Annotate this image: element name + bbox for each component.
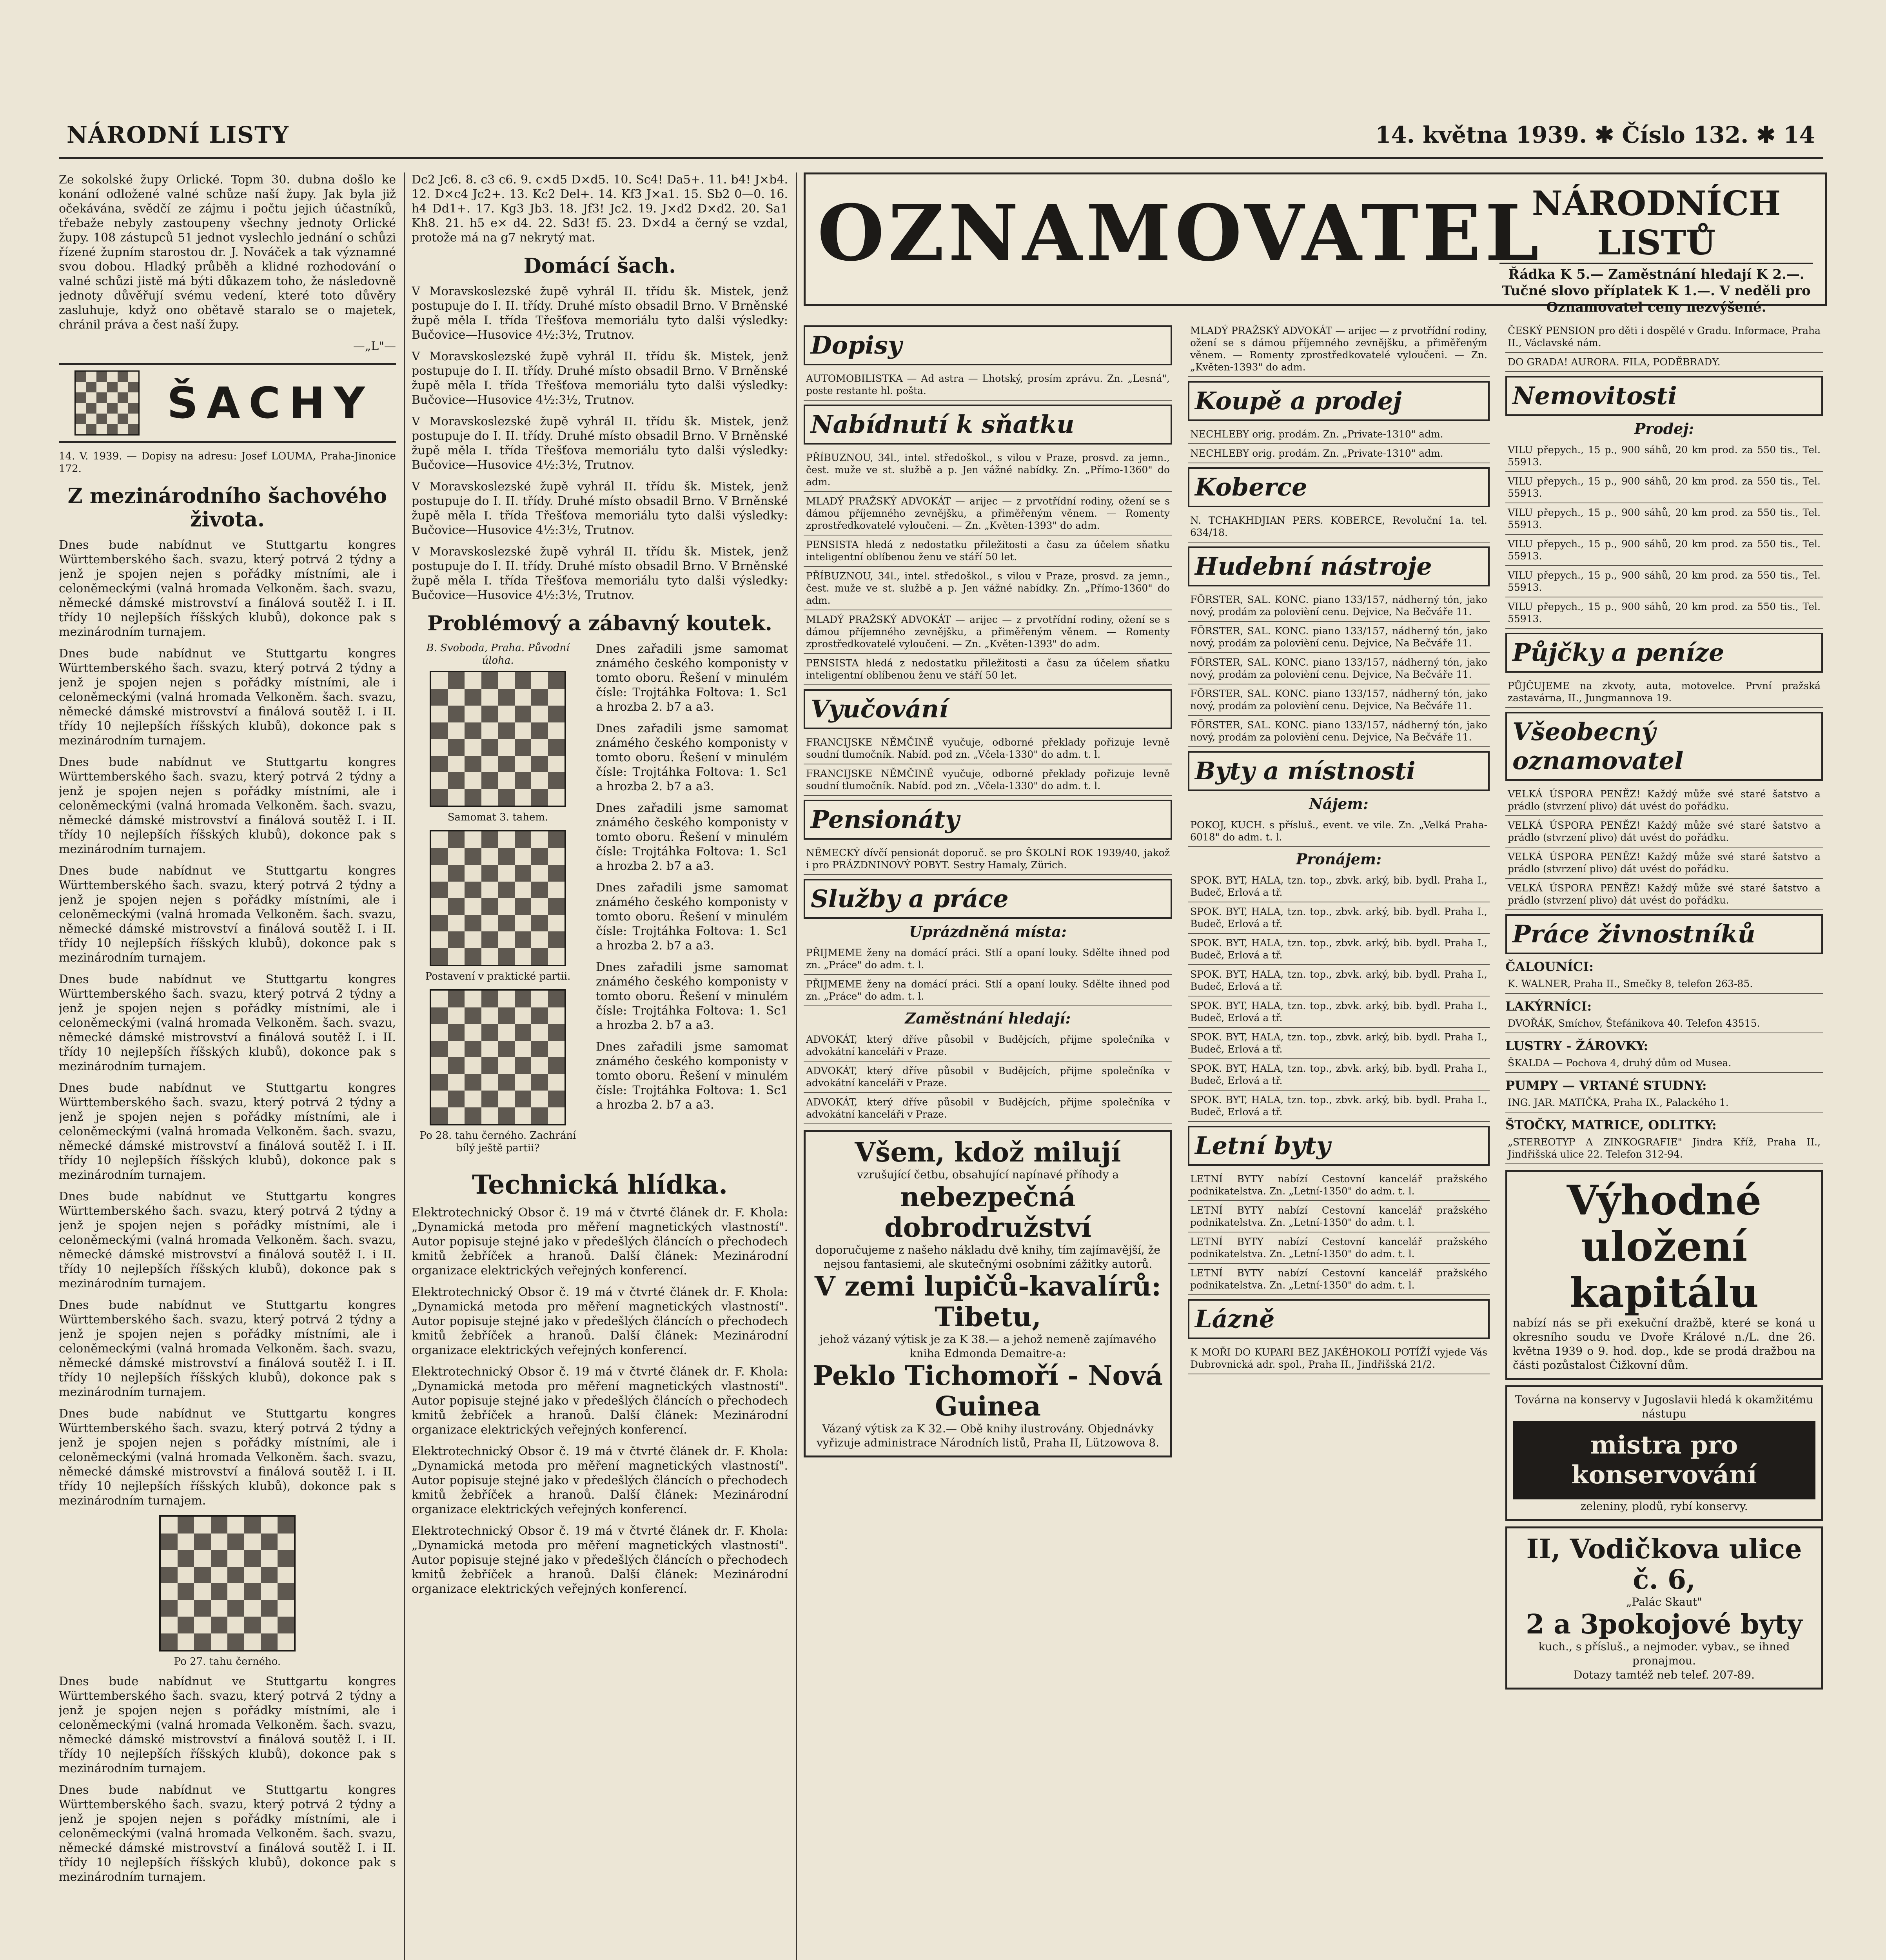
- subsection-prodej: Prodej:: [1634, 420, 1694, 437]
- technicka-article: Elektrotechnický Obsor č. 19 má v čtvrté článek dr. F. Khola: „Dynamická metoda pro měření magnetických vlastností". Autor popisuje stejné jako v předešlých článcích o přechodech kmitů žebříček a hranoů. Další článek: Mezinárodní organizace elektrických veřejných konferencí.: [412, 1206, 788, 1278]
- sachy-article-cont: Dnes bude nabídnut ve Stuttgartu kongres Württemberského šach. svazu, který potrvá 2 týdny a jenž je spojen nejen s pořádky místními, ale i celoněmeckými (valná hromada Velkoněm. šach. svazu, německé dámské mistrovství a finálová soutěž I. i II. třídy 10 nejlepších říšských klubů), dokonce pak s mezinárodním turnajem.: [59, 647, 396, 748]
- vyhodne-text: nabízí nás se při exekuční dražbě, které se koná u okresního soudu ve Dvoře Králové n./L. dne 26. května 1939 o 9. hod. dop., kde se prodá dražbou na části pozůstalost Čižkovní dům.: [1513, 1316, 1815, 1372]
- page-header: [59, 114, 1823, 159]
- mistra-line3: zeleniny, plodů, rybí konservy.: [1580, 1500, 1748, 1513]
- sachy-article-cont: Dnes bude nabídnut ve Stuttgartu kongres Württemberského šach. svazu, který potrvá 2 týdny a jenž je spojen nejen s pořádky místními, ale i celoněmeckými (valná hromada Velkoněm. šach. svazu, německé dámské mistrovství a finálová soutěž I. i II. třídy 10 nejlepších říšských klubů), dokonce pak s mezinárodním turnajem.: [59, 1190, 396, 1290]
- lustry-heading: LUSTRY - ŽÁROVKY:: [1505, 1038, 1648, 1053]
- ad-entry: FRANCIJSKE NĚMČINĚ vyučuje, odborné překlady pořizuje levně soudní tlumočník. Nabíd. pod zn. „Včela-1330" do adm. t. l.: [804, 764, 1172, 796]
- section-sluzby: Služby a práce: [804, 879, 1172, 919]
- section-byty: Byty a místnosti: [1188, 751, 1490, 791]
- book-advertisement: [804, 1130, 1172, 1457]
- section-prace: Práce živnostníků: [1505, 914, 1823, 954]
- section-pujcky: Půjčky a peníze: [1505, 633, 1823, 673]
- chess-diagram: [159, 1515, 296, 1651]
- mistra-line1: Továrna na konservy v Jugoslavii hledá k okamžitému nástupu: [1515, 1393, 1813, 1420]
- diagram-caption: Postavení v praktické partii.: [425, 971, 571, 982]
- sachy-section-header: [59, 363, 396, 443]
- tibet-heading: V zemi lupičů-kavalírů: Tibetu,: [814, 1271, 1162, 1333]
- ad-entry: VILU přepych., 15 p., 900 sáhů, 20 km prod. za 550 tis., Tel. 55913.: [1505, 566, 1823, 597]
- subsection-zamestnani: Zaměstnání hledají:: [905, 1009, 1071, 1027]
- chess-diagram: [430, 671, 566, 807]
- ad-entry: PŘÍBUZNOU, 34l., intel. středoškol., s vilou v Praze, prosvd. za jemn., čest. muže ve st. službě a p. Jen vážné nabídky. Zn. „Přímo-1360" do adm.: [804, 567, 1172, 610]
- ad-entry: POKOJ, KUCH. s přísluš., event. ve vile. Zn. „Velká Praha-6018" do adm. t. l.: [1188, 816, 1490, 847]
- vsem-text: vzrušující četbu, obsahující napínavé příhody a: [857, 1168, 1119, 1181]
- ad-entry: SPOK. BYT, HALA, tzn. top., zbvk. arký, bib. bydl. Praha I., Budeč, Erlová a tř.: [1188, 1028, 1490, 1059]
- guinea-text: Vázaný výtisk za K 32.— Obě knihy ilustrovány. Objednávky vyřizuje administrace Národních listů, Praha II, Lützowova 8.: [816, 1422, 1160, 1449]
- tibet-text: jehož vázaný výtisk je za K 38.— a jehož nemeně zajímavého kniha Edmonda Demaitre-a:: [819, 1333, 1156, 1360]
- sachy-article-cont: Dnes bude nabídnut ve Stuttgartu kongres Württemberského šach. svazu, který potrvá 2 týdny a jenž je spojen nejen s pořádky místními, ale i celoněmeckými (valná hromada Velkoněm. šach. svazu, německé dámské mistrovství a finálová soutěž I. i II. třídy 10 nejlepších říšských klubů), dokonce pak s mezinárodním turnajem.: [59, 1783, 396, 1884]
- calounici-heading: ČALOUNÍCI:: [1505, 959, 1594, 974]
- ad-entry: SPOK. BYT, HALA, tzn. top., zbvk. arký, bib. bydl. Praha I., Budeč, Erlová a tř.: [1188, 871, 1490, 902]
- chess-diagram: [430, 989, 566, 1125]
- vsem-text2: doporučujeme z našeho nákladu dvě knihy, tím zajímavější, že nejsou fantasiemi, ale skutečnými osobními zážitky autorů.: [815, 1243, 1160, 1270]
- ad-entry: K. WALNER, Praha II., Smečky 8, telefon 263-85.: [1505, 975, 1823, 994]
- ad-entry: VILU přepych., 15 p., 900 sáhů, 20 km prod. za 550 tis., Tel. 55913.: [1505, 597, 1823, 629]
- sachy-date: 14. V. 1939. — Dopisy na adresu: Josef LOUMA, Praha-Jinonice 172.: [59, 450, 396, 475]
- newspaper-page: [59, 47, 1823, 1960]
- problem-text: Dnes zařadili jsme samomat známého českého komponisty v tomto oboru. Řešení v minulém čísle: Trojtáhka Foltova: 1. Sc1 a hrozba 2. b7 a a3.: [596, 642, 788, 714]
- section-dopisy: Dopisy: [804, 325, 1172, 365]
- ad-entry: VELKÁ ÚSPORA PENĚZ! Každý může své staré šatstvo a prádlo (stvrzení plivo) dát uvést do pořádku.: [1505, 879, 1823, 910]
- ad-entry: PŘIJMEME ženy na domácí práci. Stlí a opaní louky. Sdělte ihned pod zn. „Práce" do adm. t. l.: [804, 944, 1172, 975]
- domaci-article: V Moravskoslezské župě vyhrál II. třídu šk. Mistek, jenž postupuje do I. II. třídy. Druhé místo obsadil Brno. V Brněnské župě měla I. třída Třešťova memoriálu tyto dalši výsledky: Bučovice—Husovice 4½:3½, Trutnov.: [412, 285, 788, 342]
- vodickova-line1: II, Vodičkova ulice č. 6,: [1526, 1534, 1802, 1595]
- ad-entry: SPOK. BYT, HALA, tzn. top., zbvk. arký, bib. bydl. Praha I., Budeč, Erlová a tř.: [1188, 965, 1490, 996]
- problem-text-cont: Dnes zařadili jsme samomat známého českého komponisty v tomto oboru. Řešení v minulém čísle: Trojtáhka Foltova: 1. Sc1 a hrozba 2. b7 a a3.: [596, 722, 788, 793]
- mistra-banner: [1513, 1421, 1815, 1499]
- technicka-article-cont: Elektrotechnický Obsor č. 19 má v čtvrté článek dr. F. Khola: „Dynamická metoda pro měření magnetických vlastností". Autor popisuje stejné jako v předešlých článcích o přechodech kmitů žebříček a hranoů. Další článek: Mezinárodní organizace elektrických veřejných konferencí.: [412, 1365, 788, 1437]
- ad-entry: FÖRSTER, SAL. KONC. piano 133/157, nádherný tón, jako nový, prodám za polovièní cenu. Dejvice, Na Bečváře 11.: [1188, 716, 1490, 747]
- ad-entry: FÖRSTER, SAL. KONC. piano 133/157, nádherný tón, jako nový, prodám za polovièní cenu. Dejvice, Na Bečváře 11.: [1188, 590, 1490, 622]
- section-vseobecny: Všeobecný oznamovatel: [1505, 712, 1823, 781]
- ad-entry: PŮJČUJEME na zkvoty, auta, motovelce. První pražská zastavárna, II., Jungmannova 19.: [1505, 677, 1823, 708]
- ad-entry: SPOK. BYT, HALA, tzn. top., zbvk. arký, bib. bydl. Praha I., Budeč, Erlová a tř.: [1188, 934, 1490, 965]
- section-lazne: Lázně: [1188, 1299, 1490, 1339]
- vyhodne-line2: kapitálu: [1569, 1269, 1759, 1317]
- vodickova-line2: 2 a 3pokojové byty: [1526, 1609, 1803, 1640]
- section-letni: Letní byty: [1188, 1126, 1490, 1166]
- ad-entry: K MOŘI DO KUPARI BEZ JAKÉHOKOLI POTÍŽÍ vyjede Vás Dubrovnická adr. spol., Praha II., Jindřišská 21/2.: [1188, 1343, 1490, 1374]
- lakyrnici-heading: LAKÝRNÍCI:: [1505, 999, 1592, 1014]
- diagram-caption: Po 27. tahu černého.: [174, 1656, 281, 1668]
- section-vyucovani: Vyučování: [804, 689, 1172, 729]
- section-koupe: Koupě a prodej: [1188, 381, 1490, 421]
- sachy-heading: Z mezinárodního šachového života.: [67, 484, 387, 532]
- ad-entry: VELKÁ ÚSPORA PENĚZ! Každý může své staré šatstvo a prádlo (stvrzení plivo) dát uvést do pořádku.: [1505, 848, 1823, 879]
- domaci-heading: Domácí šach.: [523, 254, 676, 278]
- problem-block: [412, 642, 788, 1161]
- column-5: [1505, 321, 1823, 1960]
- ad-entry: VELKÁ ÚSPORA PENĚZ! Každý může své staré šatstvo a prádlo (stvrzení plivo) dát uvést do pořádku.: [1505, 816, 1823, 848]
- ad-entry: MLADÝ PRAŽSKÝ ADVOKÁT — arijec — z prvotřídní rodiny, ožení se s dámou příjemného zevnějšku, a přiměřeným věnem. — Romenty zprostředkovatelé vyloučeni. — Zn. „Květen-1393" do adm.: [1188, 321, 1490, 377]
- section-kobrece: Koberce: [1188, 467, 1490, 507]
- problem-text-cont: Dnes zařadili jsme samomat známého českého komponisty v tomto oboru. Řešení v minulém čísle: Trojtáhka Foltova: 1. Sc1 a hrozba 2. b7 a a3.: [596, 881, 788, 953]
- sachy-article-cont: Dnes bude nabídnut ve Stuttgartu kongres Württemberského šach. svazu, který potrvá 2 týdny a jenž je spojen nejen s pořádky místními, ale i celoněmeckými (valná hromada Velkoněm. šach. svazu, německé dámské mistrovství a finálová soutěž I. i II. třídy 10 nejlepších říšských klubů), dokonce pak s mezinárodním turnajem.: [59, 1675, 396, 1775]
- section-nabidnuti: Nabídnutí k sňatku: [804, 405, 1172, 445]
- ad-entry: ADVOKÁT, který dříve působil v Budějcích, přijme společníka v advokátní kanceláři v Praze.: [804, 1030, 1172, 1062]
- paper-name: NÁRODNÍ LISTY: [67, 122, 289, 148]
- mistra-line2: mistra pro konservování: [1571, 1430, 1757, 1490]
- problem-text-cont: Dnes zařadili jsme samomat známého českého komponisty v tomto oboru. Řešení v minulém čísle: Trojtáhka Foltova: 1. Sc1 a hrozba 2. b7 a a3.: [596, 801, 788, 873]
- ad-entry: ADVOKÁT, který dříve působil v Budějcích, přijme společníka v advokátní kanceláři v Praze.: [804, 1093, 1172, 1124]
- mistra-ad: [1505, 1385, 1823, 1521]
- sachy-article-cont: Dnes bude nabídnut ve Stuttgartu kongres Württemberského šach. svazu, který potrvá 2 týdny a jenž je spojen nejen s pořádky místními, ale i celoněmeckými (valná hromada Velkoněm. šach. svazu, německé dámské mistrovství a finálová soutěž I. i II. třídy 10 nejlepších říšských klubů), dokonce pak s mezinárodním turnajem.: [59, 864, 396, 965]
- ad-entry: SPOK. BYT, HALA, tzn. top., zbvk. arký, bib. bydl. Praha I., Budeč, Erlová a tř.: [1188, 902, 1490, 934]
- ad-entry: PŘÍBUZNOU, 34l., intel. středoškol., s vilou v Praze, prosvd. za jemn., čest. muže ve st. službě a p. Jen vážné nabídky. Zn. „Přímo-1360" do adm.: [804, 448, 1172, 492]
- sachy-article-cont: Dnes bude nabídnut ve Stuttgartu kongres Württemberského šach. svazu, který potrvá 2 týdny a jenž je spojen nejen s pořádky místními, ale i celoněmeckými (valná hromada Velkoněm. šach. svazu, německé dámské mistrovství a finálová soutěž I. i II. třídy 10 nejlepších říšských klubů), dokonce pak s mezinárodním turnajem.: [59, 1407, 396, 1508]
- problem-text-cont: Dnes zařadili jsme samomat známého českého komponisty v tomto oboru. Řešení v minulém čísle: Trojtáhka Foltova: 1. Sc1 a hrozba 2. b7 a a3.: [596, 1040, 788, 1112]
- ad-entry: FRANCIJSKE NĚMČINĚ vyučuje, odborné překlady pořizuje levně soudní tlumočník. Nabíd. pod zn. „Včela-1330" do adm. t. l.: [804, 733, 1172, 764]
- section-hudebni: Hudební nástroje: [1188, 546, 1490, 586]
- column-rule: [796, 172, 797, 1960]
- domaci-article-cont: V Moravskoslezské župě vyhrál II. třídu šk. Mistek, jenž postupuje do I. II. třídy. Druhé místo obsadil Brno. V Brněnské župě měla I. třída Třešťova memoriálu tyto dalši výsledky: Bučovice—Husovice 4½:3½, Trutnov.: [412, 480, 788, 537]
- ad-entry: PENSISTA hledá z nedostatku přiležitosti a času za účelem sňatku inteligentní oblíbenou ženu ve stáří 50 let.: [804, 535, 1172, 567]
- ad-entry: LETNÍ BYTY nabízí Cestovní kancelář pražského podnikatelstva. Zn. „Letní-1350" do adm. t. l.: [1188, 1232, 1490, 1264]
- ad-entry: FÖRSTER, SAL. KONC. piano 133/157, nádherný tón, jako nový, prodám za polovièní cenu. Dejvice, Na Bečváře 11.: [1188, 684, 1490, 716]
- oznamovatel-banner: [804, 172, 1827, 315]
- ad-entry: NĚMECKÝ dívčí pensionát doporuč. se pro ŠKOLNÍ ROK 1939/40, jakož i pro PRÁZDNINOVÝ POBYT. Sestry Hamaly, Zürich.: [804, 844, 1172, 875]
- ad-entry: VILU přepych., 15 p., 900 sáhů, 20 km prod. za 550 tis., Tel. 55913.: [1505, 503, 1823, 535]
- chess-board-icon: [74, 370, 140, 436]
- ad-entry: DO GRADA! AURORA. FILA, PODĚBRADY.: [1505, 353, 1823, 372]
- banner-rates: Řádka K 5.— Zaměstnání hledají K 2.—. Tučné slovo příplatek K 1.—. V neděli pro Oznamovatel ceny nezvýšené.: [1499, 263, 1813, 316]
- subsection-uprazdnena: Uprázdněná místa:: [909, 923, 1067, 940]
- nebezpecna-heading: nebezpečná dobrodružství: [884, 1181, 1092, 1243]
- ad-entry: FÖRSTER, SAL. KONC. piano 133/157, nádherný tón, jako nový, prodám za polovièní cenu. Dejvice, Na Bečváře 11.: [1188, 653, 1490, 684]
- technicka-heading: Technická hlídka.: [472, 1169, 728, 1200]
- ad-entry: ADVOKÁT, který dříve působil v Budějcích, přijme společníka v advokátní kanceláři v Praze.: [804, 1062, 1172, 1093]
- ad-entry: PENSISTA hledá z nedostatku přiležitosti a času za účelem sňatku inteligentní oblíbenou ženu ve stáří 50 let.: [804, 654, 1172, 685]
- ad-entry: MLADÝ PRAŽSKÝ ADVOKÁT — arijec — z prvotřídní rodiny, ožení se s dámou příjemného zevnějšku, a přiměřeným věnem. — Romenty zprostředkovatelé vyloučeni. — Zn. „Květen-1393" do adm.: [804, 610, 1172, 654]
- column-1: [59, 172, 396, 1960]
- technicka-article-cont: Elektrotechnický Obsor č. 19 má v čtvrté článek dr. F. Khola: „Dynamická metoda pro měření magnetických vlastností". Autor popisuje stejné jako v předešlých článcích o přechodech kmitů žebříček a hranoů. Další článek: Mezinárodní organizace elektrických veřejných konferencí.: [412, 1524, 788, 1596]
- vsem-heading: Všem, kdož milují: [855, 1137, 1121, 1168]
- ad-entry: VILU přepych., 15 p., 900 sáhů, 20 km prod. za 550 tis., Tel. 55913.: [1505, 472, 1823, 503]
- ad-entry: SPOK. BYT, HALA, tzn. top., zbvk. arký, bib. bydl. Praha I., Budeč, Erlová a tř.: [1188, 1091, 1490, 1122]
- section-pensionaty: Pensionáty: [804, 800, 1172, 840]
- problemy-heading: Problémový a zábavný koutek.: [427, 612, 772, 635]
- ad-entry: ČESKÝ PENSION pro děti i dospělé v Gradu. Informace, Praha II., Václavské nám.: [1505, 321, 1823, 353]
- problem-text-cont: Dnes zařadili jsme samomat známého českého komponisty v tomto oboru. Řešení v minulém čísle: Trojtáhka Foltova: 1. Sc1 a hrozba 2. b7 a a3.: [596, 960, 788, 1032]
- vodickova-line1b: „Palác Skaut": [1626, 1595, 1703, 1608]
- domaci-article-cont: V Moravskoslezské župě vyhrál II. třídu šk. Mistek, jenž postupuje do I. II. třídy. Druhé místo obsadil Brno. V Brněnské župě měla I. třída Třešťova memoriálu tyto dalši výsledky: Bučovice—Husovice 4½:3½, Trutnov.: [412, 545, 788, 602]
- section-nemovitosti: Nemovitosti: [1505, 376, 1823, 416]
- ad-entry: PŘIJMEME ženy na domácí práci. Stlí a opaní louky. Sdělte ihned pod zn. „Práce" do adm. t. l.: [804, 975, 1172, 1006]
- column-3: [804, 321, 1172, 1960]
- column-2: [412, 172, 788, 1960]
- vyhodne-ad: [1505, 1170, 1823, 1380]
- subsection-pronajem: Pronájem:: [1296, 850, 1382, 868]
- ad-entry: SPOK. BYT, HALA, tzn. top., zbvk. arký, bib. bydl. Praha I., Budeč, Erlová a tř.: [1188, 996, 1490, 1028]
- ad-entry: „STEREOTYP A ZINKOGRAFIE" Jindra Kříž, Praha II., Jindřišská ulice 22. Telefon 312-94.: [1505, 1133, 1823, 1164]
- domaci-article-cont: V Moravskoslezské župě vyhrál II. třídu šk. Mistek, jenž postupuje do I. II. třídy. Druhé místo obsadil Brno. V Brněnské župě měla I. třída Třešťova memoriálu tyto dalši výsledky: Bučovice—Husovice 4½:3½, Trutnov.: [412, 350, 788, 407]
- sachy-article: Dnes bude nabídnut ve Stuttgartu kongres Württemberského šach. svazu, který potrvá 2 týdny a jenž je spojen nejen s pořádky místními, ale i celoněmeckými (valná hromada Velkoněm. šach. svazu, německé dámské mistrovství a finálová soutěž I. i II. třídy 10 nejlepších říšských klubů), dokonce pak s mezinárodním turnajem.: [59, 538, 396, 639]
- domaci-article-cont: V Moravskoslezské župě vyhrál II. třídu šk. Mistek, jenž postupuje do I. II. třídy. Druhé místo obsadil Brno. V Brněnské župě měla I. třída Třešťova memoriálu tyto dalši výsledky: Bučovice—Husovice 4½:3½, Trutnov.: [412, 415, 788, 472]
- ad-entry: VILU přepych., 15 p., 900 sáhů, 20 km prod. za 550 tis., Tel. 55913.: [1505, 535, 1823, 566]
- banner-word: OZNAMOVATEL: [817, 188, 1543, 278]
- game-notation: Dc2 Jc6. 8. c3 c6. 9. c×d5 D×d5. 10. Sc4! Da5+. 11. b4! J×b4. 12. D×c4 Jc2+. 13. Kc2 Del+. 14. Kf3 J×a1. 15. Sb2 0—0. 16. h4 Dd1+. 17. Kg3 Jb3. 18. Jf3! Jc2. 19. J×d2 D×d2. 20. Sa1 Kh8. 21. h5 e× d4. 22. Sd3! f5. 23. D×d4 a černý se vzdal, protože má na g7 nekrytý mat.: [412, 173, 788, 245]
- vodickova-line4: Dotazy tamtéž neb telef. 207-89.: [1573, 1668, 1755, 1681]
- column-rule: [404, 172, 405, 1960]
- technicka-article-cont: Elektrotechnický Obsor č. 19 má v čtvrté článek dr. F. Khola: „Dynamická metoda pro měření magnetických vlastností". Autor popisuje stejné jako v předešlých článcích o přechodech kmitů žebříček a hranoů. Další článek: Mezinárodní organizace elektrických veřejných konferencí.: [412, 1285, 788, 1357]
- sokol-signature: —„L"—: [353, 339, 396, 353]
- problem-author: B. Svoboda, Praha. Původní úloha.: [426, 642, 570, 666]
- ad-entry: AUTOMOBILISTKA — Ad astra — Lhotský, prosím zprávu. Zn. „Lesná", poste restante hl. pošta.: [804, 369, 1172, 401]
- ad-entry: ŠKALDA — Pochova 4, druhý dům od Musea.: [1505, 1054, 1823, 1073]
- ad-entry: N. TCHAKHDJIAN PERS. KOBERCE, Revoluční 1a. tel. 634/18.: [1188, 511, 1490, 543]
- technicka-article-cont: Elektrotechnický Obsor č. 19 má v čtvrté článek dr. F. Khola: „Dynamická metoda pro měření magnetických vlastností". Autor popisuje stejné jako v předešlých článcích o přechodech kmitů žebříček a hranoů. Další článek: Mezinárodní organizace elektrických veřejných konferencí.: [412, 1445, 788, 1516]
- ad-entry: NECHLEBY orig. prodám. Zn. „Private-1310" adm.: [1188, 444, 1490, 463]
- banner-right: [1499, 184, 1813, 316]
- sachy-title: ŠACHY: [167, 378, 374, 428]
- ad-entry: FÖRSTER, SAL. KONC. piano 133/157, nádherný tón, jako nový, prodám za polovièní cenu. Dejvice, Na Bečváře 11.: [1188, 622, 1490, 653]
- sachy-article-cont: Dnes bude nabídnut ve Stuttgartu kongres Württemberského šach. svazu, který potrvá 2 týdny a jenž je spojen nejen s pořádky místními, ale i celoněmeckými (valná hromada Velkoněm. šach. svazu, německé dámské mistrovství a finálová soutěž I. i II. třídy 10 nejlepších říšských klubů), dokonce pak s mezinárodním turnajem.: [59, 755, 396, 856]
- ad-entry: LETNÍ BYTY nabízí Cestovní kancelář pražského podnikatelstva. Zn. „Letní-1350" do adm. t. l.: [1188, 1201, 1490, 1232]
- vodickova-ad: [1505, 1526, 1823, 1690]
- vyhodne-line1: Výhodné uložení: [1567, 1176, 1762, 1270]
- diagram-caption: Samomat 3. tahem.: [447, 811, 548, 823]
- sokol-article: Ze sokolské župy Orlické. Topm 30. dubna došlo ke konání odložené valné schůze naší župy. Jak byla již očekávána, svědčí ze zájmu i počtu jejich účastníků, třebaže nebyly zastoupeny všechny jednoty Orlické župy. 108 zástupců 51 jednot vyslechlo jednání o schůzi řízené župním starostou dr. J. Nováček a tak významné svou dobou. Hladký průběh a klidné rozhodování o valné schůzi jistě má býti důkazem toho, že následovně jednoty důvěřují svému vedení, které toto důvěry zasluhuje, když ono obětavě staralo se o majetek, chránil práva a čest naší župy.: [59, 173, 396, 332]
- stocky-heading: ŠTOČKY, MATRICE, ODLITKY:: [1505, 1118, 1717, 1132]
- chess-diagram: [430, 830, 566, 966]
- sachy-article-cont: Dnes bude nabídnut ve Stuttgartu kongres Württemberského šach. svazu, který potrvá 2 týdny a jenž je spojen nejen s pořádky místními, ale i celoněmeckými (valná hromada Velkoněm. šach. svazu, německé dámské mistrovství a finálová soutěž I. i II. třídy 10 nejlepších říšských klubů), dokonce pak s mezinárodním turnajem.: [59, 973, 396, 1073]
- diagram-caption: Po 28. tahu černého. Zachrání bílý ještě partii?: [419, 1130, 576, 1154]
- sachy-article-cont: Dnes bude nabídnut ve Stuttgartu kongres Württemberského šach. svazu, který potrvá 2 týdny a jenž je spojen nejen s pořádky místními, ale i celoněmeckými (valná hromada Velkoněm. šach. svazu, německé dámské mistrovství a finálová soutěž I. i II. třídy 10 nejlepších říšských klubů), dokonce pak s mezinárodním turnajem.: [59, 1298, 396, 1399]
- ad-entry: MLADÝ PRAŽSKÝ ADVOKÁT — arijec — z prvotřídní rodiny, ožení se s dámou příjemného zevnějšku, a přiměřeným věnem. — Romenty zprostředkovatelé vyloučeni. — Zn. „Květen-1393" do adm.: [804, 492, 1172, 535]
- subsection-najem: Nájem:: [1309, 795, 1369, 813]
- ad-entry: LETNÍ BYTY nabízí Cestovní kancelář pražského podnikatelstva. Zn. „Letní-1350" do adm. t. l.: [1188, 1264, 1490, 1295]
- ad-entry: LETNÍ BYTY nabízí Cestovní kancelář pražského podnikatelstva. Zn. „Letní-1350" do adm. t. l.: [1188, 1170, 1490, 1201]
- ad-entry: ING. JAR. MATIČKA, Praha IX., Palackého 1.: [1505, 1093, 1823, 1112]
- ad-entry: SPOK. BYT, HALA, tzn. top., zbvk. arký, bib. bydl. Praha I., Budeč, Erlová a tř.: [1188, 1059, 1490, 1091]
- column-4: [1188, 321, 1490, 1960]
- ad-entry: NECHLEBY orig. prodám. Zn. „Private-1310" adm.: [1188, 425, 1490, 444]
- sachy-article-cont: Dnes bude nabídnut ve Stuttgartu kongres Württemberského šach. svazu, který potrvá 2 týdny a jenž je spojen nejen s pořádky místními, ale i celoněmeckými (valná hromada Velkoněm. šach. svazu, německé dámské mistrovství a finálová soutěž I. i II. třídy 10 nejlepších říšských klubů), dokonce pak s mezinárodním turnajem.: [59, 1081, 396, 1182]
- ad-entry: DVOŘÁK, Smíchov, Štefánikova 40. Telefon 43515.: [1505, 1014, 1823, 1033]
- pumpy-heading: PUMPY — VRTANÉ STUDNY:: [1505, 1078, 1707, 1093]
- banner-title: NÁRODNÍCH LISTŮ: [1532, 184, 1781, 263]
- ad-entry: VELKÁ ÚSPORA PENĚZ! Každý může své staré šatstvo a prádlo (stvrzení plivo) dát uvést do pořádku.: [1505, 785, 1823, 816]
- ad-entry: VILU přepych., 15 p., 900 sáhů, 20 km prod. za 550 tis., Tel. 55913.: [1505, 441, 1823, 472]
- issue-date: 14. května 1939. ✱ Číslo 132. ✱ 14: [1375, 122, 1815, 148]
- guinea-heading: Peklo Tichomoří - Nová Guinea: [813, 1360, 1163, 1422]
- vodickova-line3: kuch., s přísluš., a nejmoder. vybav., se ihned pronajmou.: [1538, 1640, 1790, 1667]
